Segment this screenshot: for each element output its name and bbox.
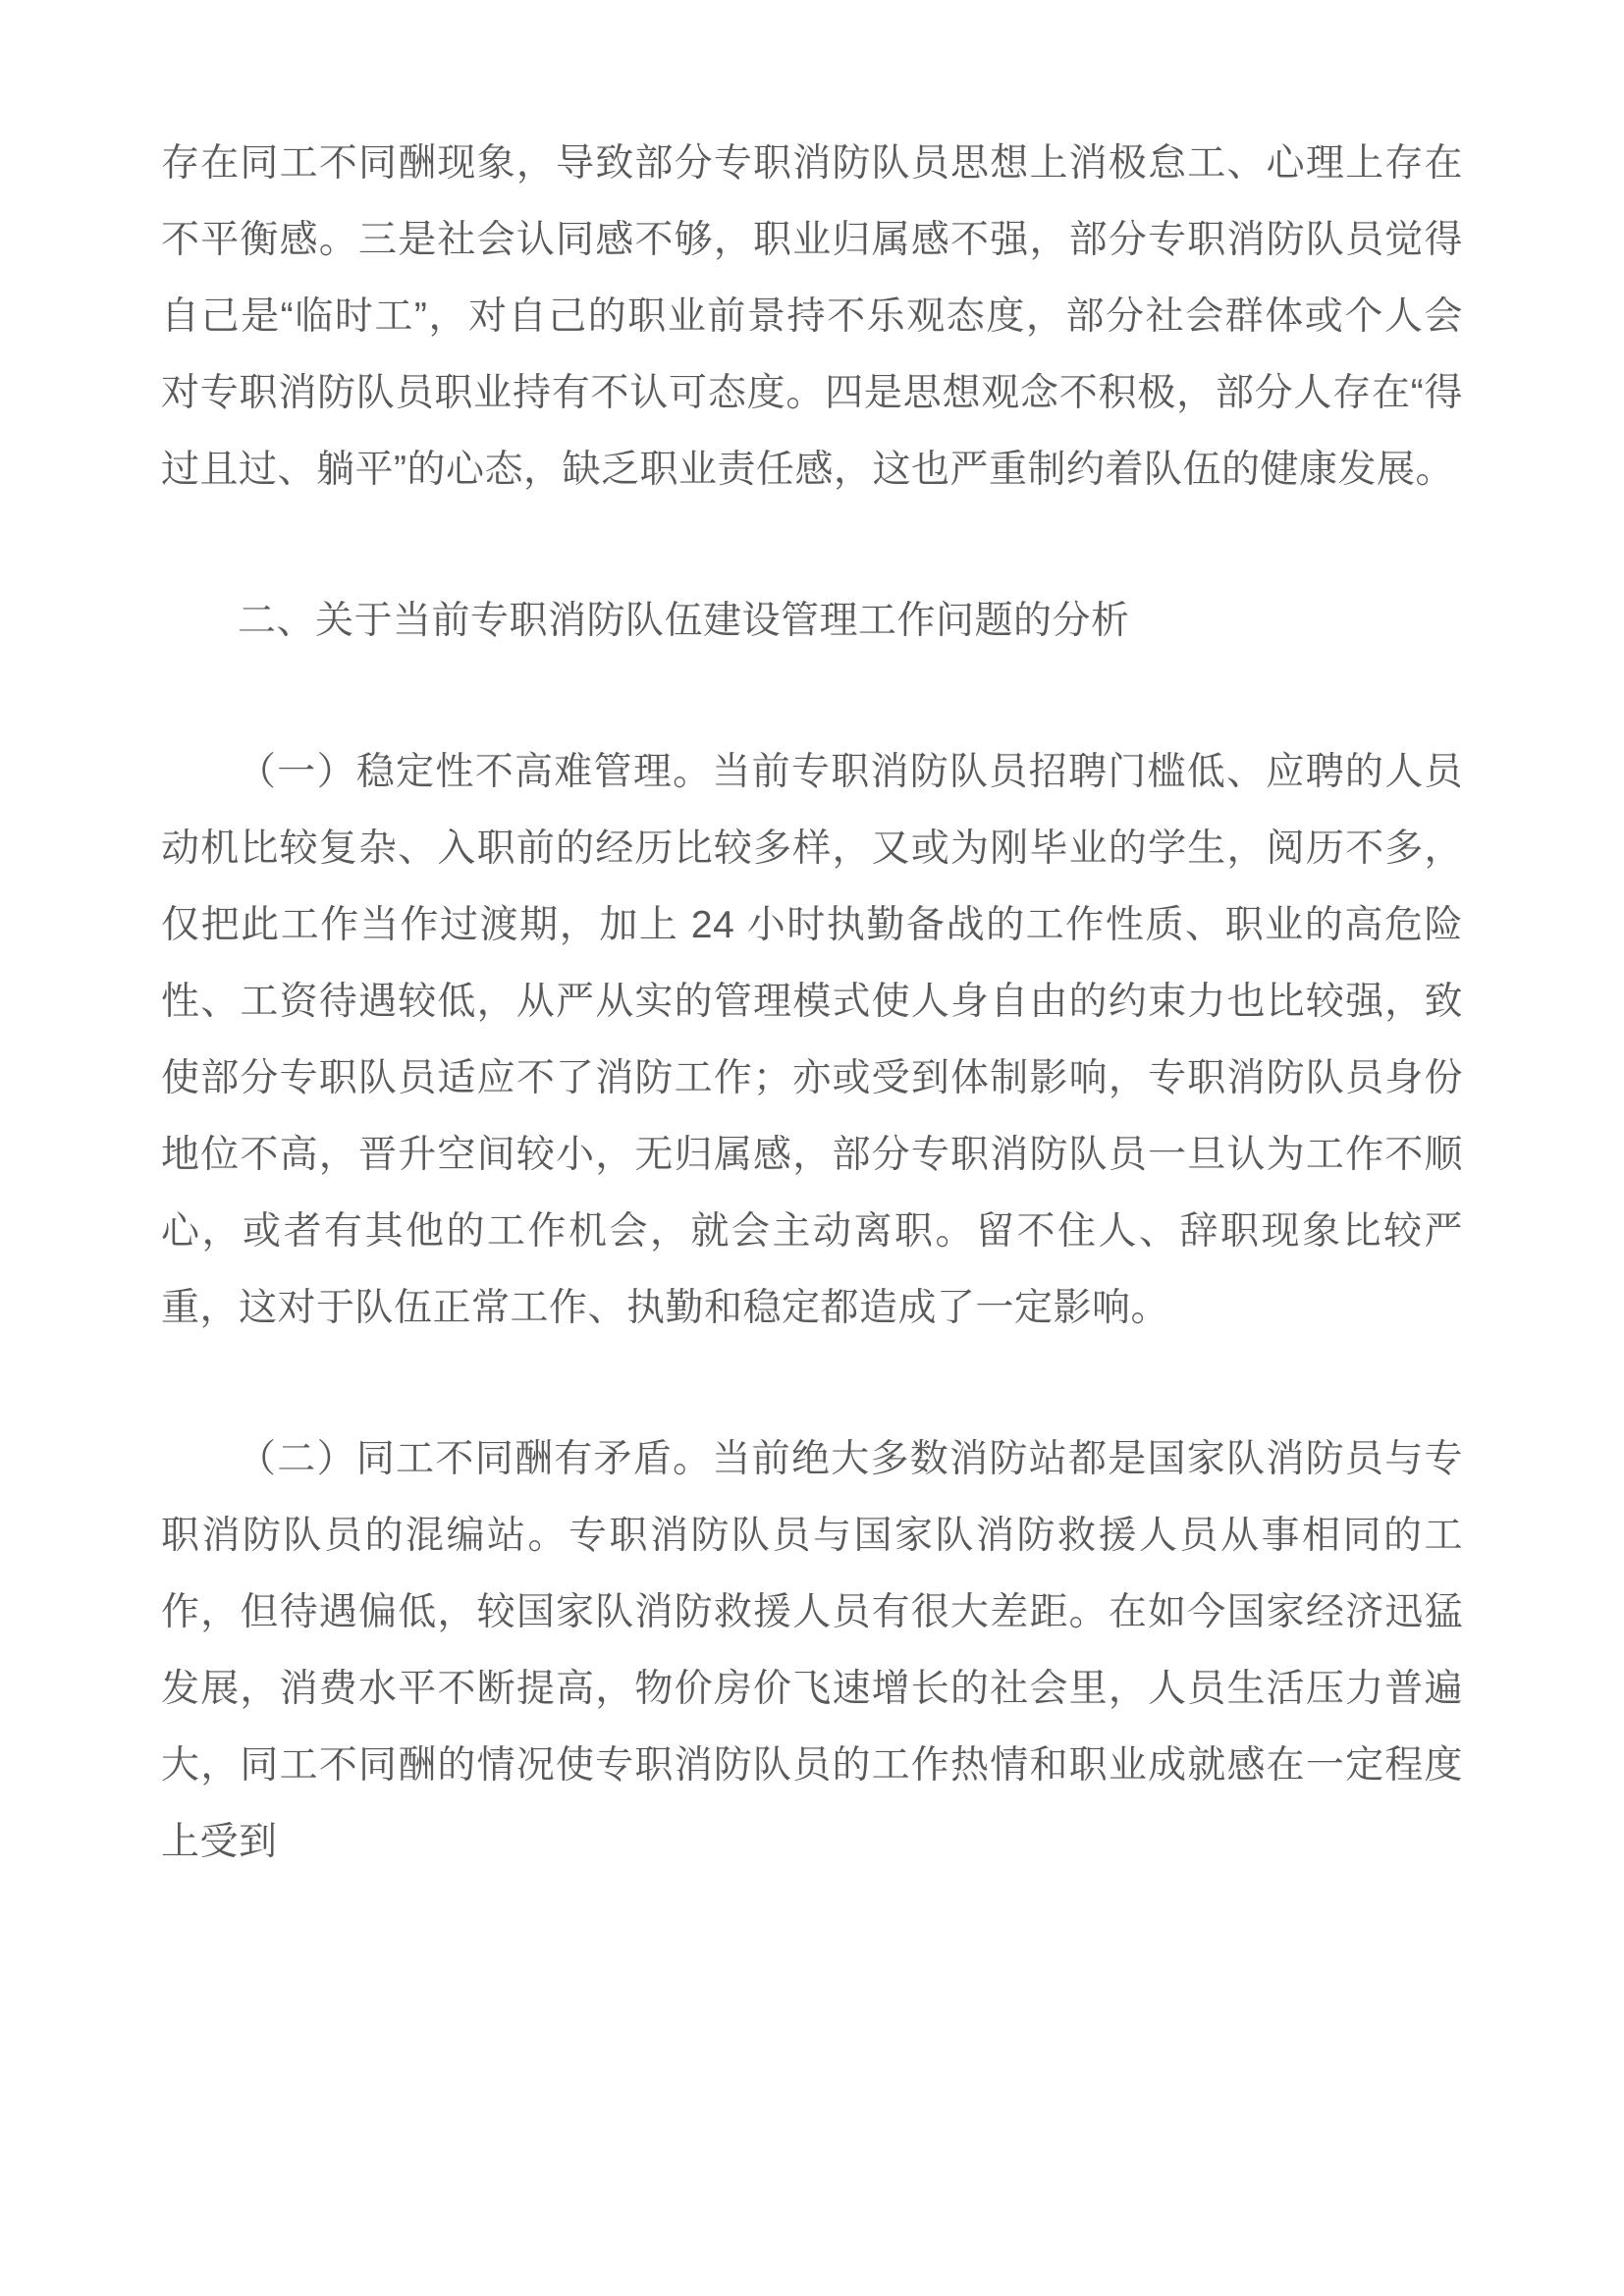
paragraph-continuation: 存在同工不同酬现象，导致部分专职消防队员思想上消极怠工、心理上存在不平衡感。三是社会认同感不够，职业归属感不强，部分专职消防队员觉得自己是“临时工”，对自己的职业前景持不乐观态度，部分社会群体或个人会对专职消防队员职业持有不认可态度。四是思想观念不积极，部分人存在“得过且过、躺平”的心态，缺乏职业责任感，这也严重制约着队伍的健康发展。 (161, 142, 1463, 491)
paragraph-point-one: （一）稳定性不高难管理。当前专职消防队员招聘门槛低、应聘的人员动机比较复杂、入职前的经历比较多样，又或为刚毕业的学生，阅历不多，仅把此工作当作过渡期，加上 24 小时执勤备战的工作性质、职业的高危险性、工资待遇较低，从严从实的管理模式使人身自由的约束力也比较强，致使部分专职队员适应不了消防工作；亦或受到体制影响，专职消防队员身份地位不高，晋升空间较小，无归属感，部分专职消防队员一旦认为工作不顺心，或者有其他的工作机会，就会主动离职。留不住人、辞职现象比较严重，这对于队伍正常工作、执勤和稳定都造成了一定影响。 (161, 751, 1463, 1329)
section-heading: 二、关于当前专职消防队伍建设管理工作问题的分析 (238, 600, 1130, 642)
paragraph-point-two: （二）同工不同酬有矛盾。当前绝大多数消防站都是国家队消防员与专职消防队员的混编站。专职消防队员与国家队消防救援人员从事相同的工作，但待遇偏低，较国家队消防救援人员有很大差距。在如今国家经济迅猛发展，消费水平不断提高，物价房价飞速增长的社会里，人员生活压力普遍大，同工不同酬的情况使专职消防队员的工作热情和职业成就感在一定程度上受到 (161, 1438, 1463, 1863)
